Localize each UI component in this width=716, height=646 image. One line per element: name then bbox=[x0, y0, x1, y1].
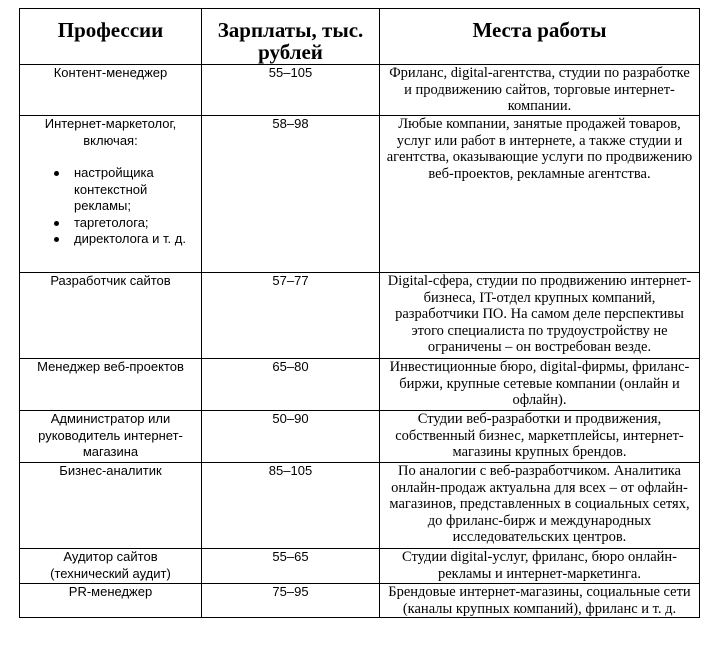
profession-cell: PR-менеджер bbox=[20, 584, 202, 618]
table-header-row bbox=[20, 9, 700, 65]
workplaces-cell: Брендовые интернет-магазины, социальные сети (каналы крупных компаний), фриланс и т. д. bbox=[380, 584, 700, 618]
table-row bbox=[20, 584, 700, 618]
salary-cell: 55–105 bbox=[202, 65, 380, 116]
header-workplaces: Места работы bbox=[380, 9, 700, 65]
salary-cell: 58–98 bbox=[202, 116, 380, 273]
profession-cell: Администратор или руководитель интернет-магазина bbox=[20, 411, 202, 463]
salary-cell: 50–90 bbox=[202, 411, 380, 463]
table-row bbox=[20, 65, 700, 116]
table-row bbox=[20, 273, 700, 359]
header-professions: Профессии bbox=[20, 9, 202, 65]
profession-cell: Менеджер веб-проектов bbox=[20, 359, 202, 411]
workplaces-cell: Любые компании, занятые продажей товаров, услуг или работ в интернете, а также студии и агентства, оказывающие услуги по продвижению веб-проектов, рекламные агентства. bbox=[380, 116, 700, 273]
salary-cell: 75–95 bbox=[202, 584, 380, 618]
salary-cell: 55–65 bbox=[202, 549, 380, 584]
salary-cell: 85–105 bbox=[202, 463, 380, 549]
header-salaries: Зарплаты, тыс. рублей bbox=[202, 9, 380, 65]
profession-bullet-list bbox=[24, 165, 197, 248]
profession-cell: Аудитор сайтов (технический аудит) bbox=[20, 549, 202, 584]
workplaces-cell: Фриланс, digital-агентства, студии по разработке и продвижению сайтов, торговые интернет-компании. bbox=[380, 65, 700, 116]
table-row bbox=[20, 463, 700, 549]
workplaces-cell: Инвестиционные бюро, digital-фирмы, фриланс-биржи, крупные сетевые компании (онлайн и офлайн). bbox=[380, 359, 700, 411]
table-row bbox=[20, 116, 700, 273]
workplaces-cell: По аналогии с веб-разработчиком. Аналитика онлайн-продаж актуальна для всех – от офлайн-магазинов, представленных в социальных сетях, до фриланс-бирж и международных исследовательских центров. bbox=[380, 463, 700, 549]
table-row bbox=[20, 359, 700, 411]
workplaces-cell: Студии digital-услуг, фриланс, бюро онлайн-рекламы и интернет-маркетинга. bbox=[380, 549, 700, 584]
salary-cell: 65–80 bbox=[202, 359, 380, 411]
list-item: таргетолога; bbox=[74, 215, 197, 232]
profession-cell: Контент-менеджер bbox=[20, 65, 202, 116]
salary-cell: 57–77 bbox=[202, 273, 380, 359]
list-item: директолога и т. д. bbox=[74, 231, 197, 248]
workplaces-cell: Digital-сфера, студии по продвижению интернет-бизнеса, IT-отдел крупных компаний, разработчики ПО. На самом деле перспективы этого специалиста по трудоустройству не ограничены – он востребован везде. bbox=[380, 273, 700, 359]
profession-text: Интернет-маркетолог, включая: bbox=[44, 116, 177, 148]
profession-cell: Бизнес-аналитик bbox=[20, 463, 202, 549]
workplaces-cell: Студии веб-разработки и продвижения, собственный бизнес, маркетплейсы, интернет-магазины крупных брендов. bbox=[380, 411, 700, 463]
professions-table bbox=[19, 8, 700, 618]
table-row bbox=[20, 549, 700, 584]
profession-cell bbox=[20, 116, 202, 273]
list-item: настройщика контекстной рекламы; bbox=[74, 165, 197, 215]
profession-cell: Разработчик сайтов bbox=[20, 273, 202, 359]
table-row bbox=[20, 411, 700, 463]
